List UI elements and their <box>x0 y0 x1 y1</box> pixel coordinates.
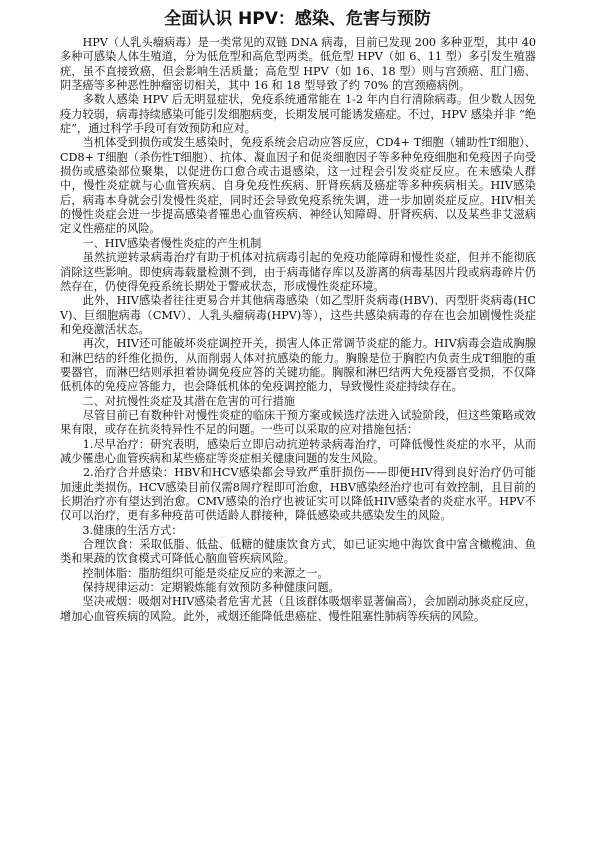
document-body <box>60 36 536 624</box>
sub-item: 合理饮食：采取低脂、低盐、低糖的健康饮食方式，如已证实地中海饮食中富含橄榄油、鱼类和果蔬的饮食模式可降低心脑血管疾病风险。 <box>60 538 536 566</box>
list-item: 2.治疗合并感染：HBV和HCV感染都会导致严重肝损伤——即便HIV得到良好治疗仍可能加速此类损伤。HCV感染目前仅需8周疗程即可治愈，HBV感染经治疗也可有效控制，且目前的长期治疗亦有望达到治愈。CMV感染的治疗也被证实可以降低HIV感染者的炎症水平。HPV不仅可以治疗，更有多种疫苗可供适龄人群接种，降低感染或共感染发生的风险。 <box>60 466 536 523</box>
paragraph: 多数人感染 HPV 后无明显症状，免疫系统通常能在 1-2 年内自行清除病毒。但少数人因免疫力较弱，病毒持续感染可能引发细胞病变，长期发展可能诱发癌症。不过，HPV 感染并非 “绝症”，通过科学手段可有效预防和应对。 <box>60 93 536 136</box>
paragraph: 此外，HIV感染者往往更易合并其他病毒感染（如乙型肝炎病毒(HBV)、丙型肝炎病毒(HCV)、巨细胞病毒（CMV）、人乳头瘤病毒(HPV)等），这些共感染病毒的存在也会加剧慢性炎症和免疫激活状态。 <box>60 294 536 336</box>
list-item: 3.健康的生活方式： <box>60 523 183 537</box>
paragraph: HPV（人乳头瘤病毒）是一类常见的双链 DNA 病毒，目前已发现 200 多种亚型，其中 40 多种可感染人体生殖道，分为低危型和高危型两类。低危型 HPV（如 6、11 型）多引发生殖器疣，虽不直接致癌，但会影响生活质量；高危型 HPV（如 16、18 型）则与宫颈癌、肛门癌、阴茎癌等多种恶性肿瘤密切相关，其中 16 和 18 型导致了约 70% 的宫颈癌病例。 <box>60 36 536 93</box>
paragraph: 当机体受到损伤或发生感染时，免疫系统会启动应答反应，CD4+ T细胞（辅助性T细胞）、CD8+ T细胞（杀伤性T细胞）、抗体、凝血因子和促炎细胞因子等多种免疫细胞和免疫因子向受损伤或感染部位聚集，以促进伤口愈合或击退感染，这一过程会引发炎症反应。在未感染人群中，慢性炎症就与心血管疾病、自身免疫性疾病、肝肾疾病及癌症等多种疾病相关。HIV感染后，病毒本身就会引发慢性炎症，同时还会导致免疫系统失调，进一步加剧炎症反应。HIV相关的慢性炎症会进一步提高感染者罹患心血管疾病、神经认知障碍、肝肾疾病、以及某些非艾滋病定义性癌症的风险。 <box>60 136 536 236</box>
section-heading: 二、对抗慢性炎症及其潜在危害的可行措施 <box>60 394 295 408</box>
sub-item: 坚决戒烟：吸烟对HIV感染者危害尤甚（且该群体吸烟率显著偏高），会加剧动脉炎症反应，增加心血管疾病的风险。此外，戒烟还能降低患癌症、慢性阻塞性肺病等疾病的风险。 <box>60 595 536 623</box>
sub-item: 控制体脂：脂肪组织可能是炎症反应的来源之一。 <box>60 566 329 580</box>
paragraph: 虽然抗逆转录病毒治疗有助于机体对抗病毒引起的免疫功能障碍和慢性炎症，但并不能彻底消除这些影响。即使病毒载量检测不到，由于病毒储存库以及游离的病毒基因片段或病毒碎片仍然存在，仍使得免疫系统长期处于警戒状态，形成慢性炎症环境。 <box>60 251 536 293</box>
paragraph: 再次，HIV还可能破坏炎症调控开关，损害人体正常调节炎症的能力。HIV病毒会造成胸腺和淋巴结的纤维化损伤，从而削弱人体对抗感染的能力。胸腺是位于胸腔内负责生成T细胞的重要器官，而淋巴结则承担着协调免疫应答的关键功能。胸腺和淋巴结两大免疫器官受损，不仅降低机体的免疫应答能力，也会降低机体的免疫调控能力，导致慢性炎症持续存在。 <box>60 337 536 394</box>
section-heading: 一、HIV感染者慢性炎症的产生机制 <box>60 236 262 250</box>
sub-item: 保持规律运动：定期锻炼能有效预防多种健康问题。 <box>60 581 340 595</box>
paragraph: 尽管目前已有数种针对慢性炎症的临床干预方案或候选疗法进入试验阶段，但这些策略或效果有限，或存在抗炎特异性不足的问题。一些可以采取的应对措施包括： <box>60 408 536 437</box>
document-title: 全面认识 HPV：感染、危害与预防 <box>164 9 431 29</box>
list-item: 1.尽早治疗：研究表明，感染后立即启动抗逆转录病毒治疗，可降低慢性炎症的水平，从而减少罹患心血管疾病和某些癌症等炎症相关健康问题的发生风险。 <box>60 437 536 465</box>
